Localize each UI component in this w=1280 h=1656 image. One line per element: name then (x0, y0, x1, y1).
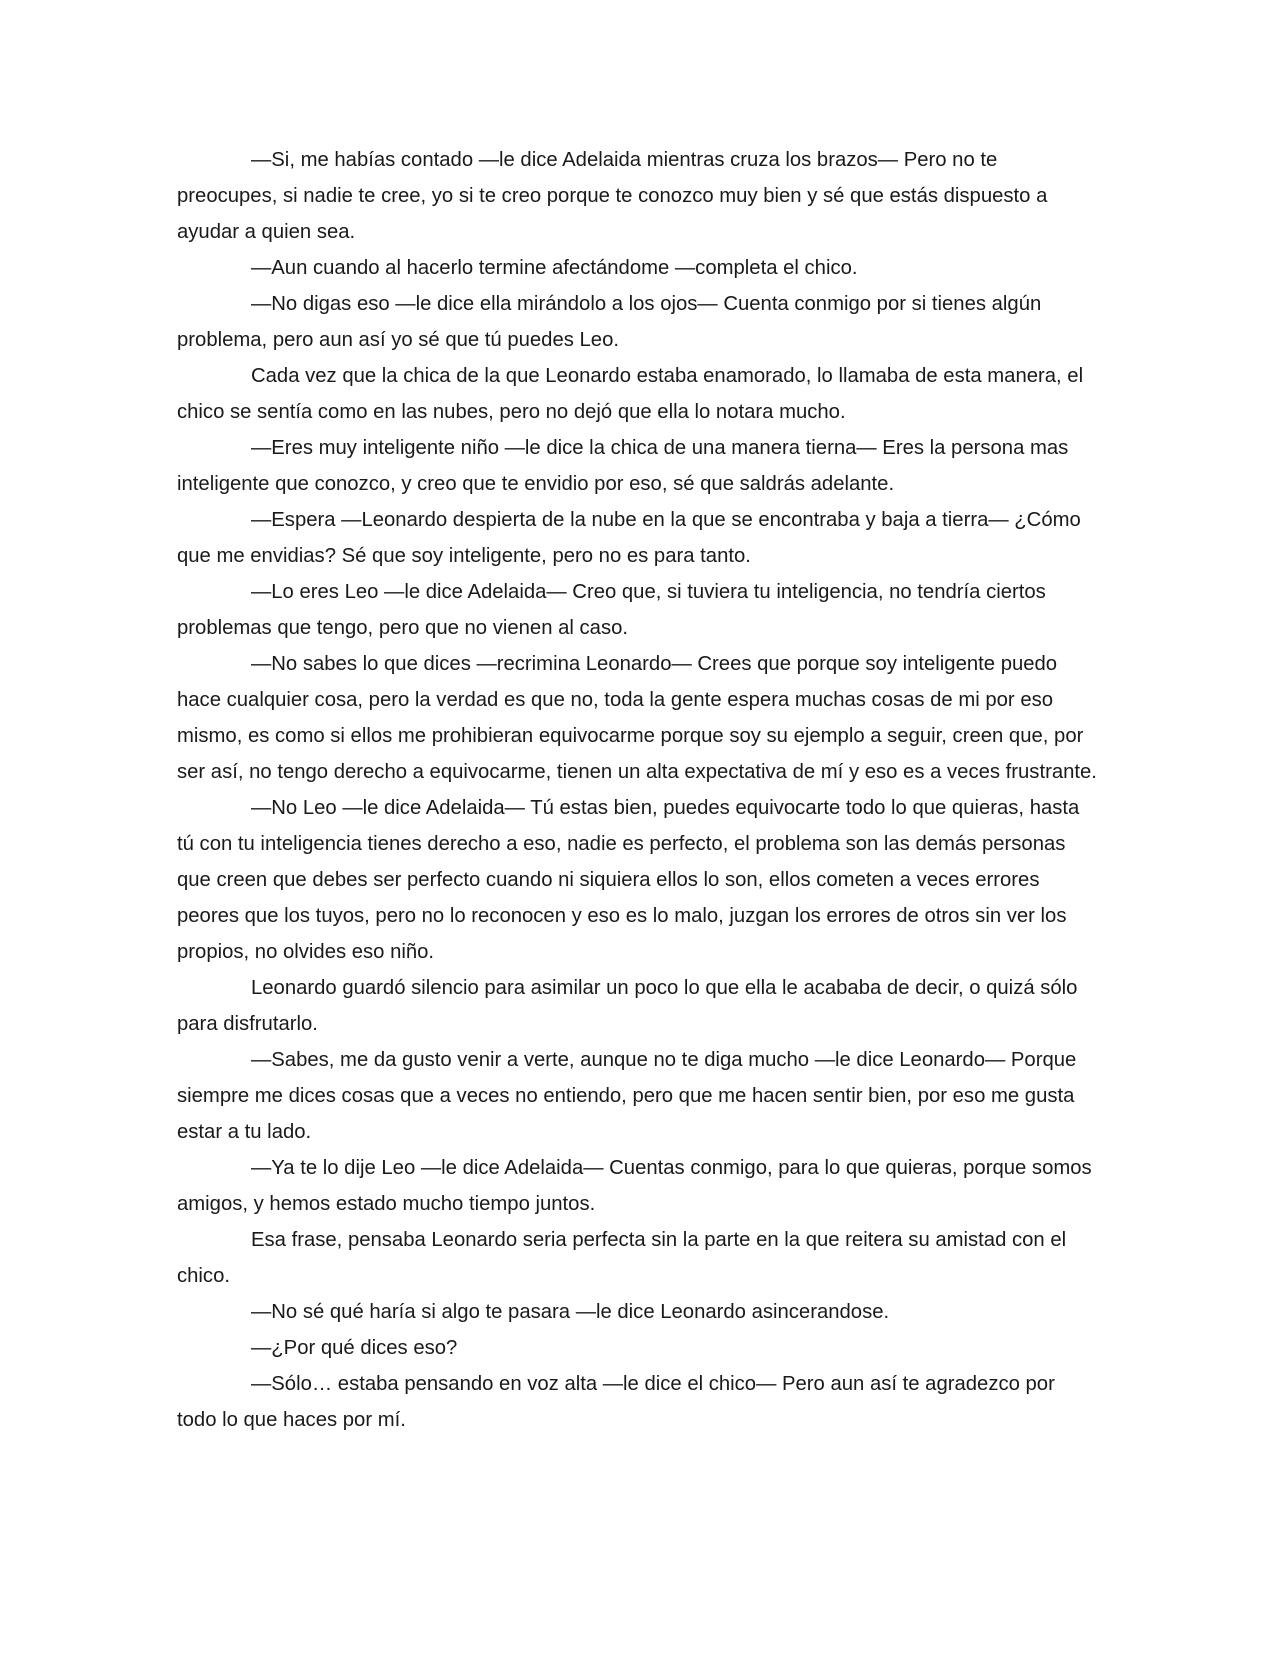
paragraph: —Si, me habías contado —le dice Adelaida mientras cruza los brazos— Pero no te preocupes, si nadie te cree, yo si te creo porque te conozco muy bien y sé que estás dispuesto a ayudar a quien sea. (177, 149, 1048, 243)
paragraph: —Eres muy inteligente niño —le dice la chica de una manera tierna— Eres la persona mas inteligente que conozco, y creo que te envidio por eso, sé que saldrás adelante. (177, 437, 1069, 495)
paragraph: —Sólo… estaba pensando en voz alta —le dice el chico— Pero aun así te agradezco por todo lo que haces por mí. (177, 1373, 1055, 1431)
body-text (177, 142, 1097, 1438)
paragraph: Leonardo guardó silencio para asimilar un poco lo que ella le acababa de decir, o quizá sólo para disfrutarlo. (177, 977, 1078, 1035)
paragraph: —No sabes lo que dices —recrimina Leonardo— Crees que porque soy inteligente puedo hace cualquier cosa, pero la verdad es que no, toda la gente espera muchas cosas de mi por eso mismo, es como si ellos me prohibieran equivocarme porque soy su ejemplo a seguir, creen que, por ser así, no tengo derecho a equivocarme, tienen un alta expectativa de mí y eso es a veces frustrante. (177, 653, 1097, 783)
paragraph: —No Leo —le dice Adelaida— Tú estas bien, puedes equivocarte todo lo que quieras, hasta tú con tu inteligencia tienes derecho a eso, nadie es perfecto, el problema son las demás personas que creen que debes ser perfecto cuando ni siquiera ellos lo son, ellos cometen a veces errores peores que los tuyos, pero no lo reconocen y eso es lo malo, juzgan los errores de otros sin ver los propios, no olvides eso niño. (177, 797, 1080, 963)
paragraph: Esa frase, pensaba Leonardo seria perfecta sin la parte en la que reitera su amistad con el chico. (177, 1229, 1067, 1287)
paragraph: —¿Por qué dices eso? (251, 1337, 458, 1359)
paragraph: —Espera —Leonardo despierta de la nube en la que se encontraba y baja a tierra— ¿Cómo que me envidias? Sé que soy inteligente, pero no es para tanto. (177, 509, 1081, 567)
paragraph: —No digas eso —le dice ella mirándolo a los ojos— Cuenta conmigo por si tienes algún problema, pero aun así yo sé que tú puedes Leo. (177, 293, 1042, 351)
paragraph: —Ya te lo dije Leo —le dice Adelaida— Cuentas conmigo, para lo que quieras, porque somos amigos, y hemos estado mucho tiempo juntos. (177, 1157, 1092, 1215)
paragraph: —Sabes, me da gusto venir a verte, aunque no te diga mucho —le dice Leonardo— Porque siempre me dices cosas que a veces no entiendo, pero que me hacen sentir bien, por eso me gusta estar a tu lado. (177, 1049, 1077, 1143)
paragraph: Cada vez que la chica de la que Leonardo estaba enamorado, lo llamaba de esta manera, el chico se sentía como en las nubes, pero no dejó que ella lo notara mucho. (177, 365, 1084, 423)
paragraph: —No sé qué haría si algo te pasara —le dice Leonardo asincerandose. (251, 1301, 890, 1323)
paragraph: —Lo eres Leo —le dice Adelaida— Creo que, si tuviera tu inteligencia, no tendría ciertos problemas que tengo, pero que no vienen al caso. (177, 581, 1046, 639)
paragraph: —Aun cuando al hacerlo termine afectándome —completa el chico. (251, 257, 858, 279)
